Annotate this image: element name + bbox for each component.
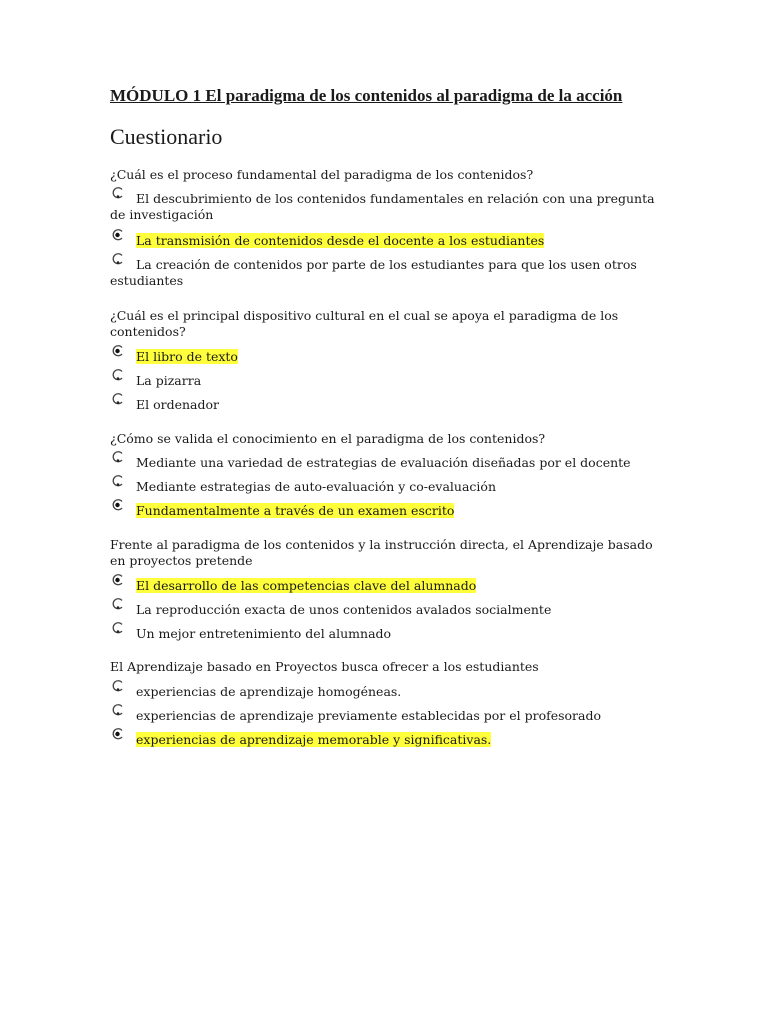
radio-unselected-icon[interactable] (110, 391, 126, 407)
option-label: experiencias de aprendizaje homogéneas. (136, 684, 402, 699)
radio-unselected-icon[interactable] (110, 185, 126, 201)
question-5-option-1[interactable] (110, 684, 670, 700)
question-4-option-3[interactable] (110, 626, 670, 642)
quiz-title: Cuestionario (110, 124, 223, 149)
question-3-option-3[interactable] (110, 503, 670, 519)
question-2-option-3[interactable] (110, 397, 670, 413)
option-label (110, 503, 670, 519)
question-2-option-1[interactable] (110, 349, 670, 365)
option-label: La creación de contenidos por parte de los estudiantes para que los usen otros estudiantes (110, 257, 637, 288)
option-label: La pizarra (136, 373, 202, 388)
radio-unselected-icon[interactable] (110, 473, 126, 489)
radio-selected-icon[interactable] (110, 227, 126, 243)
option-highlight: El libro de texto (136, 349, 238, 364)
option-label: El descubrimiento de los contenidos fundamentales en relación con una pregunta de investigación (110, 191, 655, 222)
option-highlight: experiencias de aprendizaje memorable y significativas. (136, 732, 492, 747)
radio-unselected-icon[interactable] (110, 620, 126, 636)
question-4-text: Frente al paradigma de los contenidos y la instrucción directa, el Aprendizaje basado en proyectos pretende (110, 537, 653, 568)
option-label: El ordenador (136, 397, 220, 412)
option-label (110, 233, 670, 249)
option-highlight: El desarrollo de las competencias clave del alumnado (136, 578, 477, 593)
question-3-text: ¿Cómo se valida el conocimiento en el paradigma de los contenidos? (110, 431, 546, 446)
question-1-option-3[interactable] (110, 257, 670, 289)
module-title: MÓDULO 1 El paradigma de los contenidos al paradigma de la acción (110, 86, 623, 105)
option-label (110, 349, 670, 365)
option-label: Mediante una variedad de estrategias de evaluación diseñadas por el docente (136, 455, 631, 470)
radio-unselected-icon[interactable] (110, 702, 126, 718)
radio-selected-icon[interactable] (110, 572, 126, 588)
radio-selected-icon[interactable] (110, 343, 126, 359)
question-1-option-1[interactable] (110, 191, 670, 223)
radio-unselected-icon[interactable] (110, 596, 126, 612)
question-2-text: ¿Cuál es el principal dispositivo cultural en el cual se apoya el paradigma de los contenidos? (110, 308, 619, 339)
radio-unselected-icon[interactable] (110, 449, 126, 465)
question-3-option-1[interactable] (110, 455, 670, 471)
question-4-option-1[interactable] (110, 578, 670, 594)
option-label (110, 732, 670, 748)
radio-unselected-icon[interactable] (110, 251, 126, 267)
question-1-option-2[interactable] (110, 233, 670, 249)
option-highlight: Fundamentalmente a través de un examen escrito (136, 503, 455, 518)
option-label: Un mejor entretenimiento del alumnado (136, 626, 392, 641)
option-label: La reproducción exacta de unos contenidos avalados socialmente (136, 602, 552, 617)
option-highlight: La transmisión de contenidos desde el docente a los estudiantes (136, 233, 545, 248)
question-3-option-2[interactable] (110, 479, 670, 495)
radio-selected-icon[interactable] (110, 497, 126, 513)
radio-selected-icon[interactable] (110, 726, 126, 742)
question-2-option-2[interactable] (110, 373, 670, 389)
question-5-option-3[interactable] (110, 732, 670, 748)
radio-unselected-icon[interactable] (110, 678, 126, 694)
question-4-option-2[interactable] (110, 602, 670, 618)
radio-unselected-icon[interactable] (110, 367, 126, 383)
option-label: experiencias de aprendizaje previamente establecidas por el profesorado (136, 708, 602, 723)
option-label: Mediante estrategias de auto-evaluación y co-evaluación (136, 479, 496, 494)
option-label (110, 578, 670, 594)
question-5-text: El Aprendizaje basado en Proyectos busca ofrecer a los estudiantes (110, 659, 539, 674)
question-5-option-2[interactable] (110, 708, 670, 724)
question-1-text: ¿Cuál es el proceso fundamental del paradigma de los contenidos? (110, 167, 534, 182)
